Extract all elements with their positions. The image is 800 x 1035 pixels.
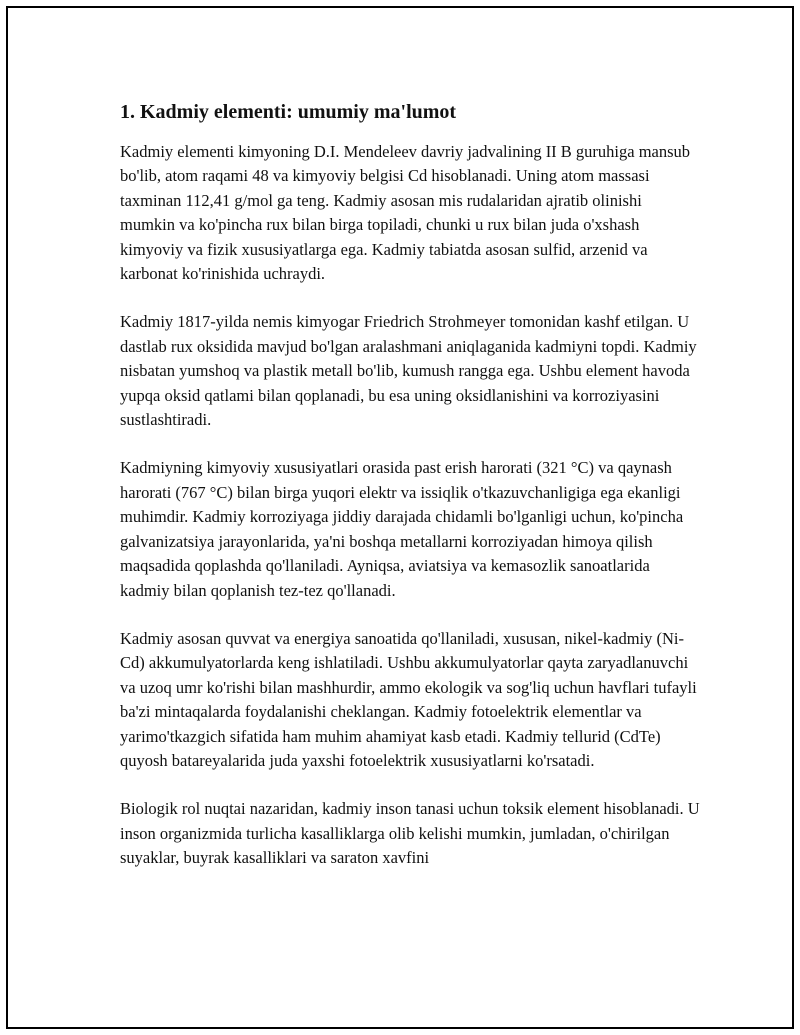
paragraph-1: Kadmiy elementi kimyoning D.I. Mendeleev davriy jadvalining II B guruhiga mansub bo'lib, atom raqami 48 va kimyoviy belgisi Cd hisoblanadi. Uning atom massasi taxminan 112,41 g/mol ga teng. Kadmiy asosan mis rudalaridan ajratib olinishi mumkin va ko'pincha rux bilan birga topiladi, chunki u rux bilan juda o'xshash kimyoviy va fizik xususiyatlarga ega. Kadmiy tabiatda asosan sulfid, arzenid va karbonat ko'rinishida uchraydi. bbox=[120, 142, 691, 284]
paragraph-4: Kadmiy asosan quvvat va energiya sanoatida qo'llaniladi, xususan, nikel-kadmiy (Ni-Cd) akkumulyatorlarda keng ishlatiladi. Ushbu akkumulyatorlar qayta zaryadlanuvchi va uzoq umr ko'rishi bilan mashhurdir, ammo ekologik va sog'liq uchun havflari tufayli ba'zi mintaqalarda foydalanishi cheklangan. Kadmiy fotoelektrik elementlar va yarimo'tkazgich sifatida ham muhim ahamiyat kasb etadi. Kadmiy tellurid (CdTe) quyosh batareyalarida juda yaxshi fotoelektrik xususiyatlarni ko'rsatadi. bbox=[120, 628, 697, 770]
paragraph-3: Kadmiyning kimyoviy xususiyatlari orasida past erish harorati (321 °C) va qaynash harorati (767 °C) bilan birga yuqori elektr va issiqlik o'tkazuvchanligiga ega ekanligi muhimdir. Kadmiy korroziyaga jiddiy darajada chidamli bo'lganligi uchun, ko'pincha galvanizatsiya jarayonlarida, ya'ni boshqa metallarni korroziyadan himoya qilish maqsadida qoplashda qo'llaniladi. Ayniqsa, aviatsiya va kemasozlik sanoatlarida kadmiy bilan qoplanish tez-tez qo'llanadi. bbox=[120, 458, 684, 600]
page-frame bbox=[6, 6, 794, 1029]
paragraph-2: Kadmiy 1817-yilda nemis kimyogar Friedrich Strohmeyer tomonidan kashf etilgan. U dastlab rux oksidida mavjud bo'lgan aralashmani aniqlaganida kadmiyni topdi. Kadmiy nisbatan yumshoq va plastik metall bo'lib, kumush rangga ega. Ushbu element havoda yupqa oksid qatlami bilan qoplanadi, bu esa uning oksidlanishini va korroziyasini sustlashtiradi. bbox=[120, 312, 697, 430]
section-heading: 1. Kadmiy elementi: umumiy ma'lumot bbox=[120, 101, 457, 123]
paragraph-5: Biologik rol nuqtai nazaridan, kadmiy inson tanasi uchun toksik element hisoblanadi. U inson organizmida turlicha kasalliklarga olib kelishi mumkin, jumladan, o'chirilgan suyaklar, buyrak kasalliklari va saraton xavfini bbox=[120, 799, 700, 868]
document-body bbox=[120, 98, 700, 895]
